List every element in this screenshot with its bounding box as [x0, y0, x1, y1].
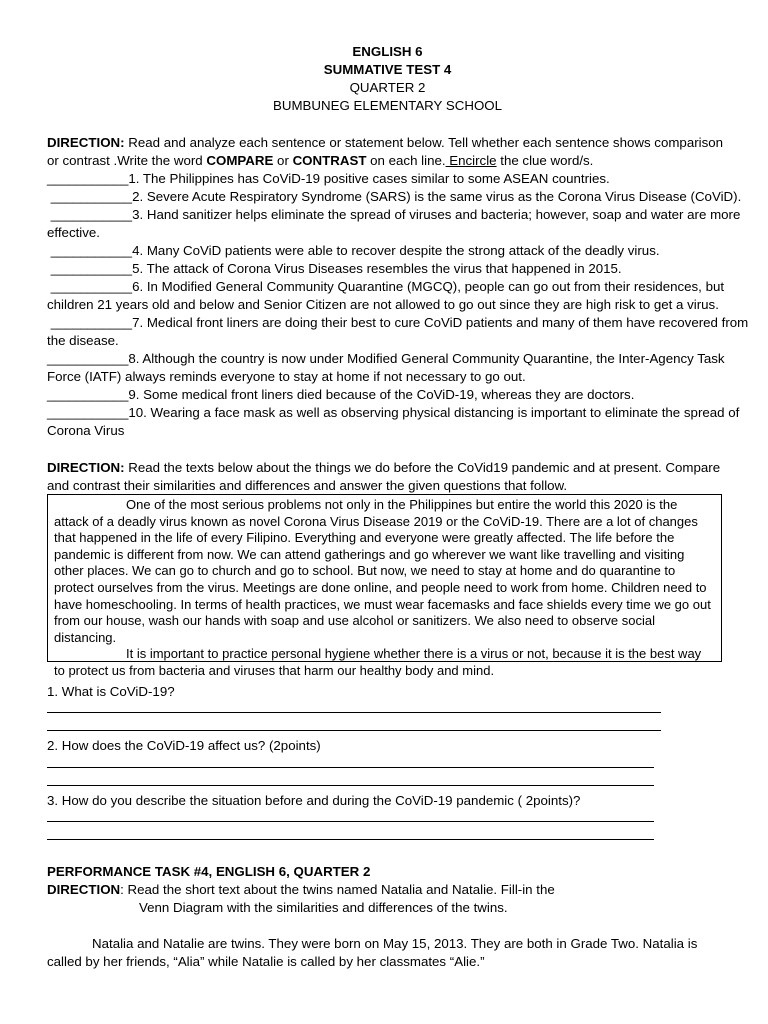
- header: [47, 43, 728, 115]
- or-word: or: [273, 153, 293, 168]
- list-item: ___________5. The attack of Corona Virus Diseases resembles the virus that happened in 2015.: [50, 261, 622, 276]
- answer-blank[interactable]: ___________: [50, 315, 133, 330]
- direction-text-c: the clue word/s.: [496, 153, 594, 168]
- encircle-word: Encircle: [445, 153, 497, 168]
- list-item-cont: children 21 years old and below and Senior Citizen are not allowed to go out since they are high risk to get a virus.: [47, 297, 719, 312]
- list-item: ___________7. Medical front liners are doing their best to cure CoViD patients and many of them have recovered from: [50, 315, 749, 330]
- list-item: ___________10. Wearing a face mask as well as observing physical distancing is important to eliminate the spread of: [47, 405, 740, 420]
- question-2: 2. How does the CoViD-19 affect us? (2points): [47, 738, 321, 753]
- direction-text-b: on each line.: [366, 153, 446, 168]
- answer-blank[interactable]: ___________: [50, 261, 133, 276]
- direction-label: DIRECTION: [47, 882, 121, 897]
- contrast-word: CONTRAST: [292, 153, 367, 168]
- passage-paragraph-1: One of the most serious problems not only in the Philippines but entire the world this 2020 is the attack of a deadly virus known as novel Corona Virus Disease 2019 or the CoViD-19. There are a lot of changes that happened in the life of every Filipino. Everything and everyone were greatly affected. The life before the pandemic is different from now. We can attend gatherings and go wherever we want like travelling and visiting other places. We can go to church and go to school. But now, we need to stay at home and do quarantine to protect ourselves from the virus. Meetings are done online, and people need to work from home. Children need to have homeschooling. In terms of health practices, we must wear facemasks and face shields every time we go out from our house, wash our hands with soap and use alcohol or sanitizers. We also need to observe social distancing.: [54, 497, 711, 645]
- answer-blank[interactable]: ___________: [50, 279, 133, 294]
- task-direction-cont: Venn Diagram with the similarities and differences of the twins.: [139, 900, 508, 915]
- list-item: ___________2. Severe Acute Respiratory Syndrome (SARS) is the same virus as the Corona Virus Disease (CoViD).: [50, 189, 742, 204]
- part1-items: [47, 170, 749, 440]
- task-title: PERFORMANCE TASK #4, ENGLISH 6, QUARTER 2: [47, 864, 371, 879]
- list-item: ___________6. In Modified General Community Quarantine (MGCQ), people can go out from their residences, but: [50, 279, 725, 294]
- header-quarter: QUARTER 2: [349, 80, 426, 95]
- list-item-cont: the disease.: [47, 333, 119, 348]
- question-3: 3. How do you describe the situation before and during the CoViD-19 pandemic ( 2points)?: [47, 793, 581, 808]
- answer-line[interactable]: [47, 821, 654, 822]
- task-direction: [47, 881, 728, 899]
- direction-text: : Read the short text about the twins named Natalia and Natalie. Fill-in the: [120, 882, 555, 897]
- list-item: ___________8. Although the country is now under Modified General Community Quarantine, the Inter-Agency Task: [47, 351, 725, 366]
- passage-paragraph-2: It is important to practice personal hygiene whether there is a virus or not, because it is the best way to protect us from bacteria and viruses that harm our healthy body and mind.: [54, 646, 702, 678]
- list-item: ___________4. Many CoViD patients were able to recover despite the strong attack of the deadly virus.: [50, 243, 660, 258]
- answer-blank[interactable]: ___________: [50, 189, 133, 204]
- list-item-cont: Corona Virus: [47, 423, 125, 438]
- answer-line[interactable]: [47, 785, 654, 786]
- answer-line[interactable]: [47, 767, 654, 768]
- answer-line[interactable]: [47, 839, 654, 840]
- direction-label: DIRECTION:: [47, 135, 125, 150]
- answer-blank[interactable]: ___________: [50, 243, 133, 258]
- header-school: BUMBUNEG ELEMENTARY SCHOOL: [272, 98, 503, 113]
- part2-direction: [47, 459, 728, 495]
- list-item: ___________9. Some medical front liners died because of the CoViD-19, whereas they are doctors.: [47, 387, 635, 402]
- answer-blank[interactable]: ___________: [47, 351, 129, 366]
- list-item-cont: effective.: [47, 225, 100, 240]
- twins-paragraph: Natalia and Natalie are twins. They were born on May 15, 2013. They are both in Grade Two. Natalia is called by her friends, “Alia” while Natalie is called by her classmates “Alie.”: [47, 936, 698, 969]
- answer-blank[interactable]: ___________: [47, 405, 129, 420]
- answer-line[interactable]: [47, 712, 661, 713]
- direction-text: Read the texts below about the things we do before the CoVid19 pandemic and at present. Compare and contrast their similarities and differences and answer the given questions that follow.: [47, 460, 721, 493]
- list-item: ___________3. Hand sanitizer helps eliminate the spread of viruses and bacteria; however, soap and water are more: [50, 207, 741, 222]
- answer-blank[interactable]: ___________: [47, 387, 129, 402]
- part1-direction: [47, 134, 728, 170]
- list-item-cont: Force (IATF) always reminds everyone to stay at home if not necessary to go out.: [47, 369, 526, 384]
- answer-line[interactable]: [47, 730, 661, 731]
- direction-text: Read and analyze each sentence or statement below. Tell whether each sentence shows comparison or contrast .Write the word: [47, 135, 724, 168]
- reading-passage: [47, 494, 722, 678]
- list-item: ___________1. The Philippines has CoViD-19 positive cases similar to some ASEAN countries.: [47, 171, 610, 186]
- answer-blank[interactable]: ___________: [50, 207, 133, 222]
- answer-blank[interactable]: ___________: [47, 171, 129, 186]
- question-1: 1. What is CoViD-19?: [47, 684, 175, 699]
- direction-label: DIRECTION:: [47, 460, 125, 475]
- compare-word: COMPARE: [206, 153, 274, 168]
- header-test: SUMMATIVE TEST 4: [323, 62, 452, 77]
- header-subject: ENGLISH 6: [352, 44, 423, 59]
